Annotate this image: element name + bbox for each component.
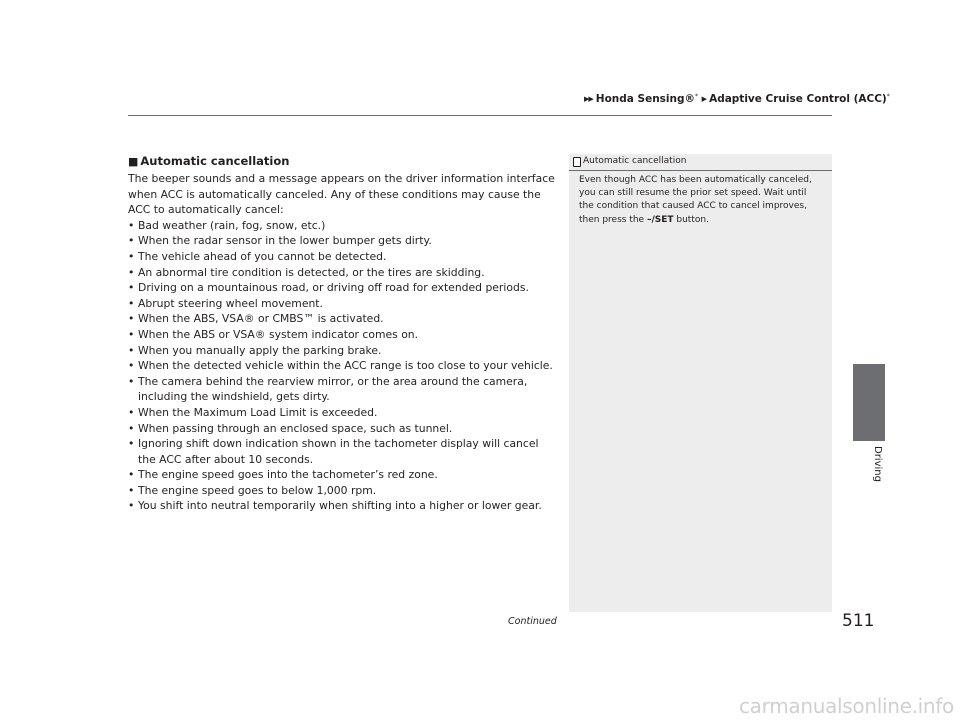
list-item: • When the detected vehicle within the ACC range is too close to your vehicle. [128,358,558,374]
intro-paragraph: The beeper sounds and a message appears on the driver information interface when ACC is automatically canceled. Any of these conditions may cause the ACC to automatically cancel: [128,172,555,217]
list-item: • When the ABS or VSA® system indicator comes on. [128,327,558,343]
breadcrumb-arrow-icon: ▶▶ [584,95,593,103]
list-item: • When you manually apply the parking brake. [128,343,558,359]
list-item: • The engine speed goes into the tachometer’s red zone. [128,467,558,483]
header-divider [128,115,832,116]
breadcrumb-arrow-icon: ▶ [701,95,707,103]
option-mark: * [695,93,699,100]
watermark: carmanualsonline.info [738,694,954,718]
side-note-text-after: button. [673,214,709,225]
breadcrumb [584,93,890,105]
page-number: 511 [842,611,875,631]
list-item: • Bad weather (rain, fog, snow, etc.) [128,218,558,234]
list-item: • The vehicle ahead of you cannot be detected. [128,249,558,265]
cancellation-conditions-list [128,218,558,514]
list-item: • Ignoring shift down indication shown in the tachometer display will cancel the ACC after about 10 seconds. [128,436,558,467]
set-button-name: –/SET [646,214,674,225]
continued-label: Continued [508,616,557,627]
main-content [128,154,558,514]
side-note-title: Automatic cancellation [583,156,687,166]
list-item: • When the radar sensor in the lower bumper gets dirty. [128,233,558,249]
list-item: • Driving on a mountainous road, or driving off road for extended periods. [128,280,558,296]
chapter-tab[interactable] [853,364,885,441]
list-item: • When the ABS, VSA® or CMBS™ is activated. [128,311,558,327]
chapter-tab-label: Driving [872,446,883,482]
option-mark: * [886,93,890,100]
breadcrumb-item[interactable]: Honda Sensing® [595,93,696,105]
side-note-text [579,174,824,227]
side-note-panel [569,154,832,612]
side-note-header [569,154,832,171]
list-item: • When the Maximum Load Limit is exceeded. [128,405,558,421]
side-note-text-before: Even though ACC has been automatically canceled, you can still resume the prior set speed. Wait until the condition that caused ACC to cancel improves, then press the [579,175,812,225]
section-title-text: Automatic cancellation [140,154,290,168]
note-icon [573,157,581,167]
section-square-icon: ■ [128,155,139,168]
breadcrumb-item[interactable]: Adaptive Cruise Control (ACC) [709,93,887,105]
list-item: • An abnormal tire condition is detected, or the tires are skidding. [128,265,558,281]
section-title [128,154,558,169]
list-item: • When passing through an enclosed space, such as tunnel. [128,421,558,437]
list-item: • The camera behind the rearview mirror, or the area around the camera, including the windshield, gets dirty. [128,374,558,405]
list-item: • Abrupt steering wheel movement. [128,296,558,312]
list-item: • The engine speed goes to below 1,000 rpm. [128,483,558,499]
list-item: • You shift into neutral temporarily when shifting into a higher or lower gear. [128,498,558,514]
